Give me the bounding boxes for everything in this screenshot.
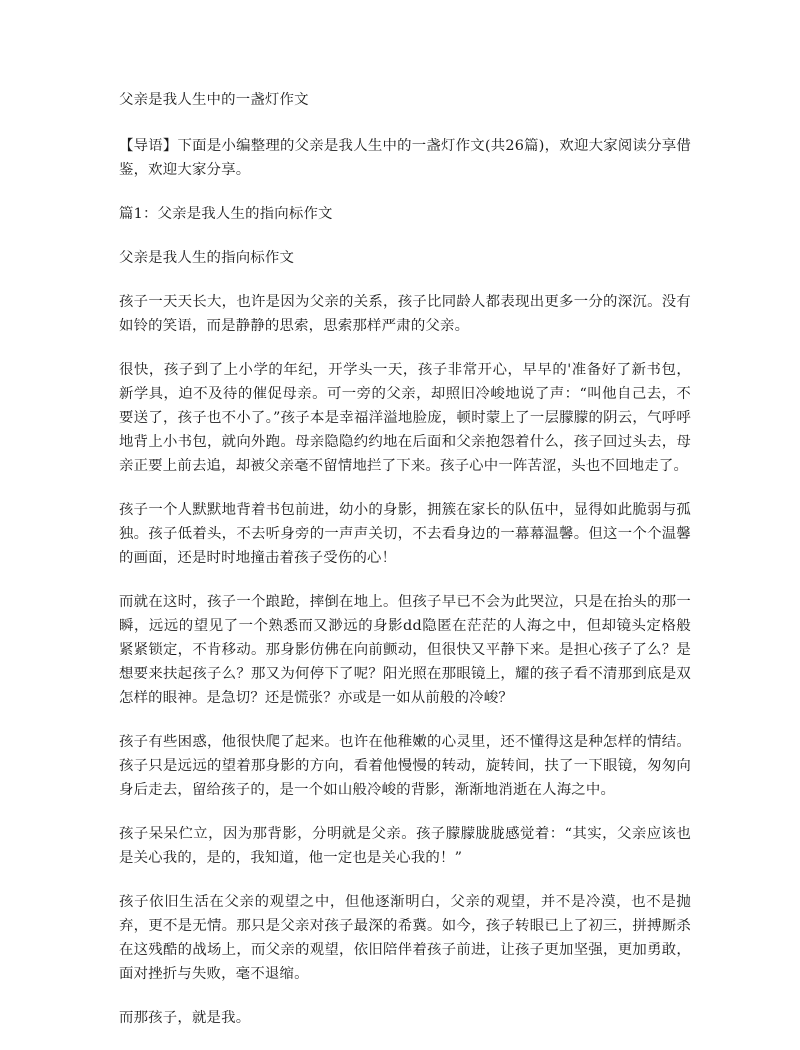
- section-heading: 篇1：父亲是我人生的指向标作文: [119, 206, 333, 222]
- essay-title: 父亲是我人生的指向标作文: [119, 250, 295, 266]
- closing-line: 而那孩子，就是我。: [119, 1010, 251, 1026]
- body-paragraph: 孩子一天天长大，也许是因为父亲的关系，孩子比同龄人都表现出更多一分的深沉。没有如铃的笑语，而是静静的思索，思索那样严肃的父亲。: [119, 294, 691, 334]
- body-paragraph: 孩子一个人默默地背着书包前进，幼小的身影，拥簇在家长的队伍中，显得如此脆弱与孤独。孩子低着头，不去听身旁的一声声关切，不去看身边的一幕幕温馨。但这一个个温馨的画面，还是时时地撞击着孩子受伤的心！: [119, 502, 691, 566]
- body-paragraph: 而就在这时，孩子一个踉跄，摔倒在地上。但孩子早已不会为此哭泣，只是在抬头的那一瞬，远远的望见了一个熟悉而又渺远的身影dd隐匿在茫茫的人海之中，但却镜头定格般紧紧锁定，不肯移动。那身影仿佛在向前颤动，但很快又平静下来。是担心孩子了么？是想要来扶起孩子么？那又为何停下了呢？阳光照在那眼镜上，耀的孩子看不清那到底是双怎样的眼神。是急切？还是慌张？亦或是一如从前般的冷峻？: [119, 594, 691, 706]
- intro-paragraph: 【导语】下面是小编整理的父亲是我人生中的一盏灯作文(共26篇)，欢迎大家阅读分享借鉴，欢迎大家分享。: [119, 138, 691, 178]
- body-paragraph: 孩子依旧生活在父亲的观望之中，但他逐渐明白，父亲的观望，并不是冷漠，也不是抛弃，更不是无情。那只是父亲对孩子最深的希冀。如今，孩子转眼已上了初三，拼搏厮杀在这残酷的战场上，而父亲的观望，依旧陪伴着孩子前进，让孩子更加坚强，更加勇敢，面对挫折与失败，毫不退缩。: [119, 894, 691, 982]
- document-title: 父亲是我人生中的一盏灯作文: [119, 92, 309, 108]
- document-page: [119, 88, 691, 1050]
- body-paragraph: 很快，孩子到了上小学的年纪，开学头一天，孩子非常开心，早早的'准备好了新书包，新学具，迫不及待的催促母亲。可一旁的父亲，却照旧冷峻地说了声：“叫他自己去，不要送了，孩子也不小了。”孩子本是幸福洋溢地脸庞，顿时蒙上了一层朦朦的阴云，气呼呼地背上小书包，就向外跑。母亲隐隐约约地在后面和父亲抱怨着什么，孩子回过头去，母亲正要上前去追，却被父亲毫不留情地拦了下来。孩子心中一阵苦涩，头也不回地走了。: [119, 362, 691, 474]
- body-paragraph: 孩子有些困惑，他很快爬了起来。也许在他稚嫩的心灵里，还不懂得这是种怎样的情结。孩子只是远远的望着那身影的方向，看着他慢慢的转动，旋转间，扶了一下眼镜，匆匆向身后走去，留给孩子的，是一个如山般冷峻的背影，渐渐地消逝在人海之中。: [119, 734, 691, 798]
- body-paragraph: 孩子呆呆伫立，因为那背影，分明就是父亲。孩子朦朦胧胧感觉着：“其实，父亲应该也是关心我的，是的，我知道，他一定也是关心我的！”: [119, 826, 691, 866]
